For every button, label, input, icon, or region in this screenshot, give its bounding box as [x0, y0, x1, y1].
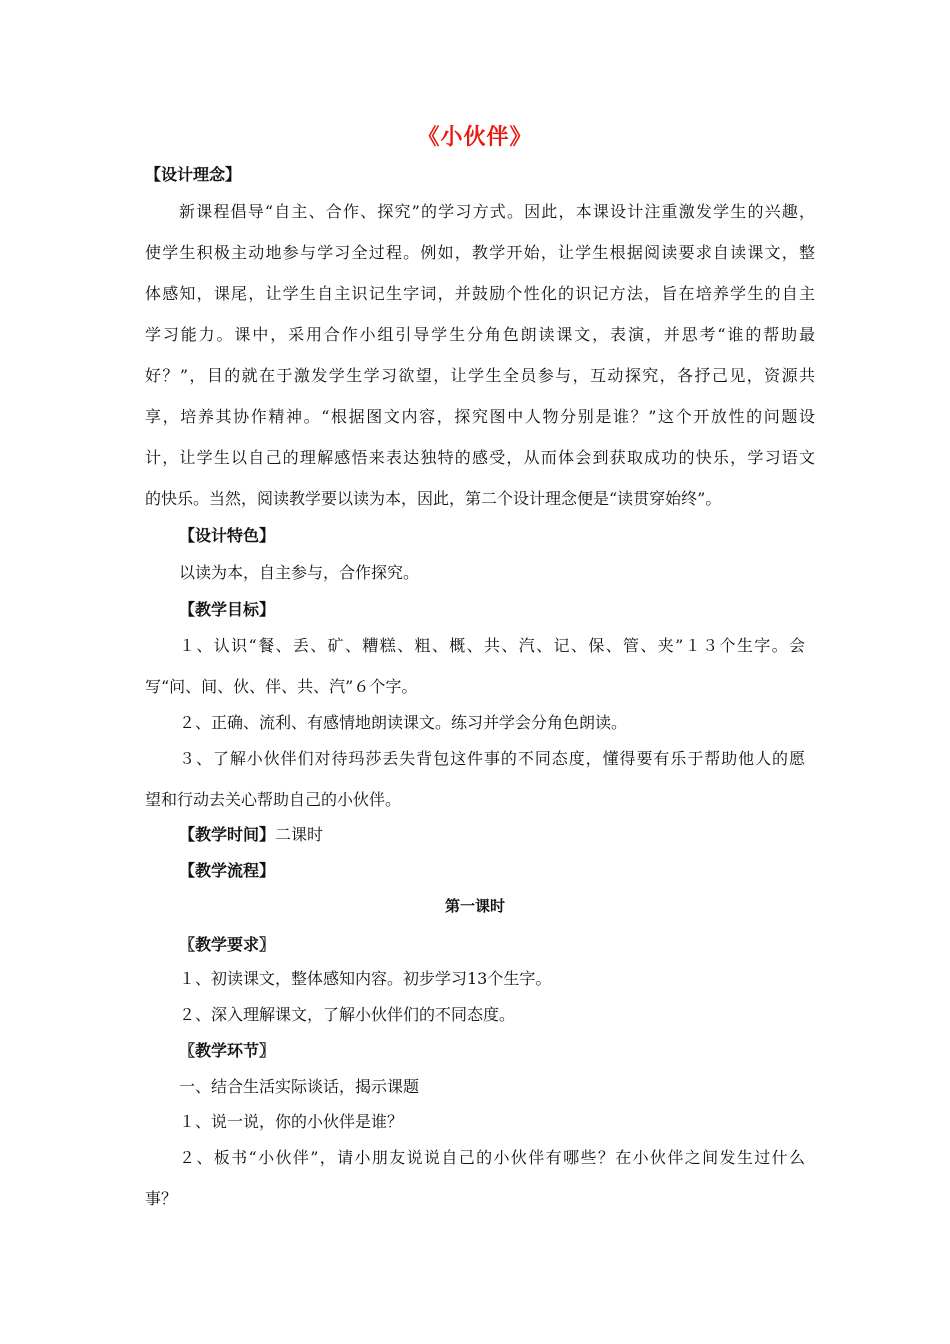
- requirement-line: ２、深入理解课文，了解小伙伴们的不同态度。: [179, 1005, 516, 1024]
- concept-line: 计，让学生以自己的理解感悟来表达独特的感受，从而体会到获取成功的快乐，学习语文: [145, 448, 815, 467]
- goal-line: 望和行动去关心帮助自己的小伙伴。: [145, 790, 402, 809]
- step-line: 一、结合生活实际谈话，揭示课题: [179, 1077, 420, 1096]
- heading-design-feature: 【设计特色】: [179, 526, 276, 545]
- concept-line: 新课程倡导“自主、合作、探究”的学习方式。因此，本课设计注重激发学生的兴趣，: [179, 202, 815, 221]
- lesson-one-heading: 第一课时: [444, 897, 505, 915]
- goal-line: ３、了解小伙伴们对待玛莎丢失背包这件事的不同态度，懂得要有乐于帮助他人的愿: [179, 749, 805, 768]
- step-line: 事？: [145, 1189, 178, 1208]
- feature-text: 以读为本，自主参与，合作探究。: [179, 563, 420, 582]
- concept-line: 学习能力。课中，采用合作小组引导学生分角色朗读课文，表演，并思考“谁的帮助最: [145, 325, 815, 344]
- step-line: ２、板书“小伙伴”，请小朋友说说自己的小伙伴有哪些？在小伙伴之间发生过什么: [179, 1148, 805, 1167]
- concept-line: 享，培养其协作精神。“根据图文内容，探究图中人物分别是谁？”这个开放性的问题设: [145, 407, 815, 426]
- goal-line: 写“问、间、伙、伴、共、汽”６个字。: [145, 677, 418, 696]
- heading-teaching-requirements: 〖教学要求〗: [179, 935, 276, 954]
- heading-teaching-steps: 〖教学环节〗: [179, 1041, 276, 1060]
- requirement-line: １、初读课文，整体感知内容。初步学习13个生字。: [179, 969, 552, 988]
- goal-line: ２、正确、流利、有感情地朗读课文。练习并学会分角色朗读。: [179, 713, 628, 732]
- concept-line: 好？”，目的就在于激发学生学习欲望，让学生全员参与，互动探究，各抒己见，资源共: [145, 366, 815, 385]
- document-title: 《小伙伴》: [417, 124, 533, 150]
- heading-design-concept: 【设计理念】: [145, 165, 242, 184]
- heading-teaching-flow: 【教学流程】: [179, 861, 276, 880]
- heading-teaching-goals: 【教学目标】: [179, 600, 276, 619]
- goal-line: １、认识“餐、丢、矿、糟糕、粗、概、共、汽、记、保、管、夹”１３个生字。会: [179, 636, 805, 655]
- teaching-time-value: 二课时: [275, 825, 324, 844]
- concept-line: 的快乐。当然，阅读教学要以读为本，因此，第二个设计理念便是“读贯穿始终”。: [145, 489, 722, 508]
- heading-teaching-time: 【教学时间】: [179, 825, 276, 844]
- teaching-time-row: [179, 822, 849, 845]
- concept-line: 使学生积极主动地参与学习全过程。例如，教学开始，让学生根据阅读要求自读课文，整: [145, 243, 815, 262]
- concept-line: 体感知，课尾，让学生自主识记生字词，并鼓励个性化的识记方法，旨在培养学生的自主: [145, 284, 815, 303]
- step-line: １、说一说，你的小伙伴是谁？: [179, 1112, 404, 1131]
